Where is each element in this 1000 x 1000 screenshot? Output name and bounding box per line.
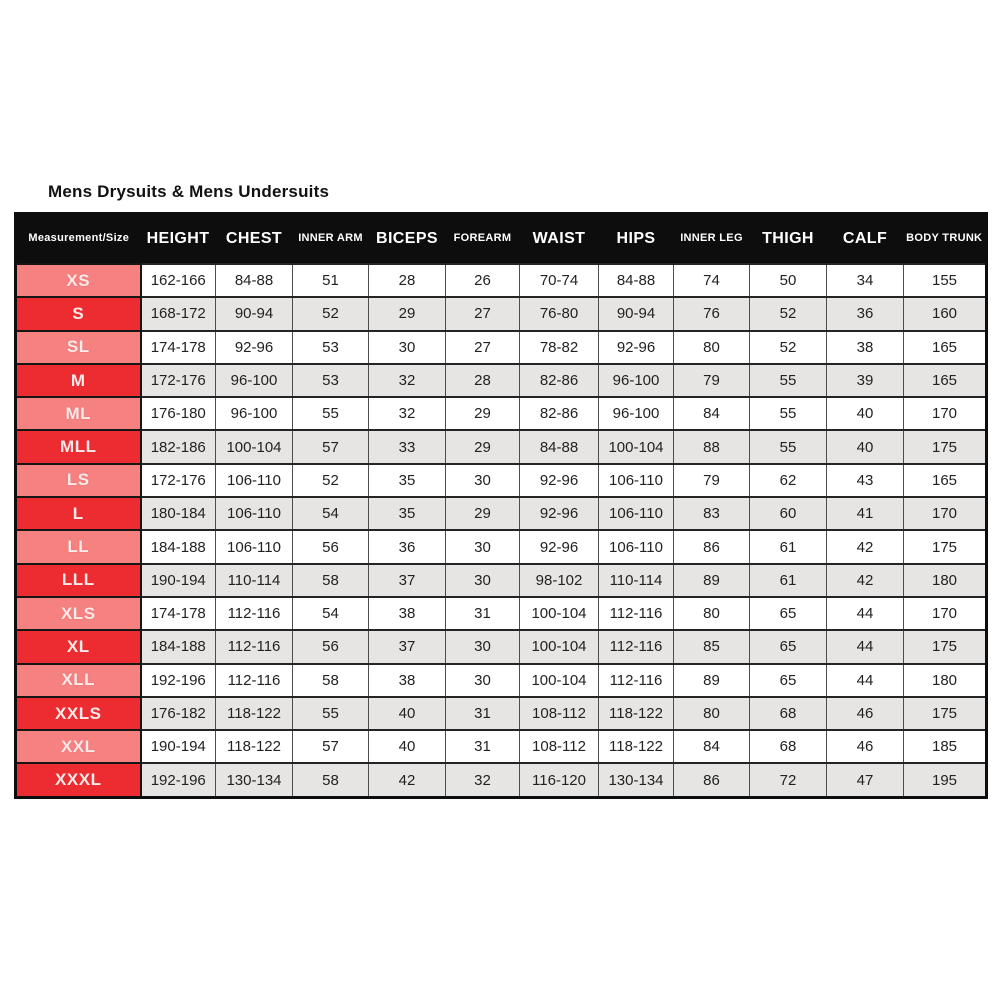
measurement-cell: 165 [904,331,987,364]
measurement-cell: 82-86 [520,397,599,430]
measurement-cell: 58 [293,763,369,797]
measurement-cell: 46 [827,730,904,763]
measurement-cell: 175 [904,530,987,563]
measurement-cell: 55 [750,397,827,430]
header-row [16,214,987,265]
measurement-cell: 65 [750,664,827,697]
size-label: ML [16,397,141,430]
measurement-cell: 37 [369,630,446,663]
measurement-cell: 170 [904,497,987,530]
size-label: L [16,497,141,530]
measurement-cell: 37 [369,564,446,597]
measurement-cell: 33 [369,430,446,463]
measurement-cell: 110-114 [216,564,293,597]
measurement-cell: 30 [446,464,520,497]
measurement-cell: 42 [369,763,446,797]
measurement-cell: 58 [293,664,369,697]
size-label: XLL [16,664,141,697]
measurement-cell: 40 [369,697,446,730]
measurement-cell: 36 [369,530,446,563]
measurement-cell: 112-116 [599,597,674,630]
measurement-cell: 52 [750,331,827,364]
measurement-cell: 30 [446,664,520,697]
measurement-cell: 89 [674,664,750,697]
table-row-xxl [16,730,987,763]
measurement-cell: 70-74 [520,264,599,297]
column-header-biceps: BICEPS [369,214,446,265]
table-row-lll [16,564,987,597]
measurement-cell: 42 [827,564,904,597]
table-row-ll [16,530,987,563]
measurement-cell: 50 [750,264,827,297]
size-label: MLL [16,430,141,463]
measurement-cell: 47 [827,763,904,797]
table-row-xll [16,664,987,697]
measurement-cell: 110-114 [599,564,674,597]
measurement-cell: 32 [369,397,446,430]
measurement-cell: 51 [293,264,369,297]
measurement-cell: 170 [904,597,987,630]
measurement-cell: 118-122 [216,697,293,730]
column-header-inner-arm: INNER ARM [293,214,369,265]
measurement-cell: 84-88 [216,264,293,297]
measurement-cell: 61 [750,530,827,563]
measurement-cell: 175 [904,430,987,463]
measurement-cell: 90-94 [599,297,674,330]
measurement-cell: 42 [827,530,904,563]
measurement-cell: 80 [674,331,750,364]
measurement-cell: 68 [750,697,827,730]
measurement-cell: 185 [904,730,987,763]
measurement-cell: 57 [293,430,369,463]
table-body [16,264,987,797]
measurement-cell: 32 [369,364,446,397]
measurement-cell: 30 [446,530,520,563]
size-label: S [16,297,141,330]
measurement-cell: 106-110 [599,530,674,563]
measurement-cell: 83 [674,497,750,530]
measurement-cell: 175 [904,630,987,663]
measurement-cell: 112-116 [216,630,293,663]
table-row-xl [16,630,987,663]
measurement-cell: 72 [750,763,827,797]
measurement-cell: 180-184 [141,497,216,530]
measurement-cell: 100-104 [599,430,674,463]
measurement-cell: 170 [904,397,987,430]
table-row-xs [16,264,987,297]
measurement-cell: 62 [750,464,827,497]
measurement-cell: 60 [750,497,827,530]
measurement-cell: 30 [446,564,520,597]
size-label: LLL [16,564,141,597]
measurement-cell: 79 [674,464,750,497]
measurement-cell: 26 [446,264,520,297]
measurement-cell: 78-82 [520,331,599,364]
measurement-cell: 106-110 [216,530,293,563]
measurement-cell: 130-134 [216,763,293,797]
measurement-cell: 108-112 [520,730,599,763]
measurement-cell: 172-176 [141,364,216,397]
measurement-cell: 27 [446,297,520,330]
measurement-cell: 195 [904,763,987,797]
measurement-cell: 92-96 [520,464,599,497]
measurement-cell: 89 [674,564,750,597]
column-header-thigh: THIGH [750,214,827,265]
measurement-cell: 84-88 [520,430,599,463]
size-label: XXL [16,730,141,763]
column-header-measurement-size: Measurement/Size [16,214,141,265]
measurement-cell: 100-104 [216,430,293,463]
table-header [16,214,987,265]
column-header-chest: CHEST [216,214,293,265]
measurement-cell: 32 [446,763,520,797]
measurement-cell: 112-116 [216,597,293,630]
measurement-cell: 98-102 [520,564,599,597]
measurement-cell: 41 [827,497,904,530]
measurement-cell: 86 [674,530,750,563]
measurement-cell: 160 [904,297,987,330]
column-header-body-trunk: BODY TRUNK [904,214,987,265]
size-label: XS [16,264,141,297]
measurement-cell: 130-134 [599,763,674,797]
measurement-cell: 84 [674,397,750,430]
measurement-cell: 30 [446,630,520,663]
measurement-cell: 55 [750,430,827,463]
measurement-cell: 184-188 [141,530,216,563]
column-header-inner-leg: INNER LEG [674,214,750,265]
measurement-cell: 79 [674,364,750,397]
measurement-cell: 165 [904,464,987,497]
table-row-ls [16,464,987,497]
measurement-cell: 84 [674,730,750,763]
measurement-cell: 76-80 [520,297,599,330]
table-row-xls [16,597,987,630]
size-label: LL [16,530,141,563]
measurement-cell: 44 [827,630,904,663]
table-row-ml [16,397,987,430]
measurement-cell: 172-176 [141,464,216,497]
measurement-cell: 44 [827,664,904,697]
measurement-cell: 100-104 [520,664,599,697]
measurement-cell: 35 [369,497,446,530]
measurement-cell: 100-104 [520,630,599,663]
measurement-cell: 74 [674,264,750,297]
measurement-cell: 106-110 [599,464,674,497]
measurement-cell: 118-122 [599,730,674,763]
measurement-cell: 28 [369,264,446,297]
measurement-cell: 116-120 [520,763,599,797]
measurement-cell: 100-104 [520,597,599,630]
measurement-cell: 168-172 [141,297,216,330]
measurement-cell: 65 [750,630,827,663]
measurement-cell: 175 [904,697,987,730]
table-row-s [16,297,987,330]
page-title: Mens Drysuits & Mens Undersuits [48,182,330,201]
measurement-cell: 92-96 [520,497,599,530]
measurement-cell: 38 [369,597,446,630]
measurement-cell: 155 [904,264,987,297]
measurement-cell: 176-182 [141,697,216,730]
measurement-cell: 56 [293,530,369,563]
measurement-cell: 76 [674,297,750,330]
measurement-cell: 190-194 [141,564,216,597]
measurement-cell: 165 [904,364,987,397]
table-row-mll [16,430,987,463]
measurement-cell: 38 [827,331,904,364]
column-header-height: HEIGHT [141,214,216,265]
measurement-cell: 27 [446,331,520,364]
column-header-forearm: FOREARM [446,214,520,265]
measurement-cell: 36 [827,297,904,330]
measurement-cell: 29 [446,397,520,430]
measurement-cell: 46 [827,697,904,730]
size-label: XXXL [16,763,141,797]
measurement-cell: 96-100 [216,364,293,397]
table-row-xxls [16,697,987,730]
measurement-cell: 35 [369,464,446,497]
measurement-cell: 54 [293,497,369,530]
measurement-cell: 92-96 [216,331,293,364]
measurement-cell: 176-180 [141,397,216,430]
measurement-cell: 43 [827,464,904,497]
measurement-cell: 40 [369,730,446,763]
measurement-cell: 118-122 [599,697,674,730]
measurement-cell: 108-112 [520,697,599,730]
measurement-cell: 174-178 [141,331,216,364]
measurement-cell: 112-116 [599,630,674,663]
measurement-cell: 28 [446,364,520,397]
measurement-cell: 55 [293,697,369,730]
measurement-cell: 53 [293,364,369,397]
measurement-cell: 52 [750,297,827,330]
size-label: LS [16,464,141,497]
size-label: M [16,364,141,397]
measurement-cell: 184-188 [141,630,216,663]
measurement-cell: 106-110 [216,464,293,497]
measurement-cell: 182-186 [141,430,216,463]
measurement-cell: 55 [750,364,827,397]
measurement-cell: 34 [827,264,904,297]
measurement-cell: 29 [369,297,446,330]
measurement-cell: 106-110 [216,497,293,530]
measurement-cell: 58 [293,564,369,597]
measurement-cell: 86 [674,763,750,797]
measurement-cell: 52 [293,464,369,497]
measurement-cell: 39 [827,364,904,397]
measurement-cell: 85 [674,630,750,663]
column-header-waist: WAIST [520,214,599,265]
table-row-xxxl [16,763,987,797]
measurement-cell: 80 [674,597,750,630]
measurement-cell: 31 [446,730,520,763]
measurement-cell: 112-116 [216,664,293,697]
measurement-cell: 31 [446,697,520,730]
measurement-cell: 44 [827,597,904,630]
size-label: XXLS [16,697,141,730]
size-label: SL [16,331,141,364]
measurement-cell: 29 [446,497,520,530]
measurement-cell: 180 [904,564,987,597]
measurement-cell: 57 [293,730,369,763]
measurement-cell: 192-196 [141,763,216,797]
size-label: XL [16,630,141,663]
measurement-cell: 29 [446,430,520,463]
measurement-cell: 106-110 [599,497,674,530]
measurement-cell: 180 [904,664,987,697]
column-header-calf: CALF [827,214,904,265]
measurement-cell: 96-100 [216,397,293,430]
size-table [14,212,988,799]
measurement-cell: 96-100 [599,397,674,430]
measurement-cell: 96-100 [599,364,674,397]
measurement-cell: 65 [750,597,827,630]
measurement-cell: 53 [293,331,369,364]
measurement-cell: 118-122 [216,730,293,763]
measurement-cell: 68 [750,730,827,763]
size-label: XLS [16,597,141,630]
measurement-cell: 82-86 [520,364,599,397]
measurement-cell: 84-88 [599,264,674,297]
measurement-cell: 90-94 [216,297,293,330]
measurement-cell: 174-178 [141,597,216,630]
measurement-cell: 88 [674,430,750,463]
measurement-cell: 55 [293,397,369,430]
measurement-cell: 190-194 [141,730,216,763]
measurement-cell: 54 [293,597,369,630]
measurement-cell: 192-196 [141,664,216,697]
measurement-cell: 30 [369,331,446,364]
measurement-cell: 52 [293,297,369,330]
measurement-cell: 31 [446,597,520,630]
column-header-hips: HIPS [599,214,674,265]
measurement-cell: 40 [827,430,904,463]
table-row-l [16,497,987,530]
measurement-cell: 92-96 [599,331,674,364]
measurement-cell: 112-116 [599,664,674,697]
measurement-cell: 162-166 [141,264,216,297]
table-row-m [16,364,987,397]
measurement-cell: 38 [369,664,446,697]
measurement-cell: 61 [750,564,827,597]
measurement-cell: 80 [674,697,750,730]
measurement-cell: 56 [293,630,369,663]
measurement-cell: 92-96 [520,530,599,563]
measurement-cell: 40 [827,397,904,430]
table-row-sl [16,331,987,364]
